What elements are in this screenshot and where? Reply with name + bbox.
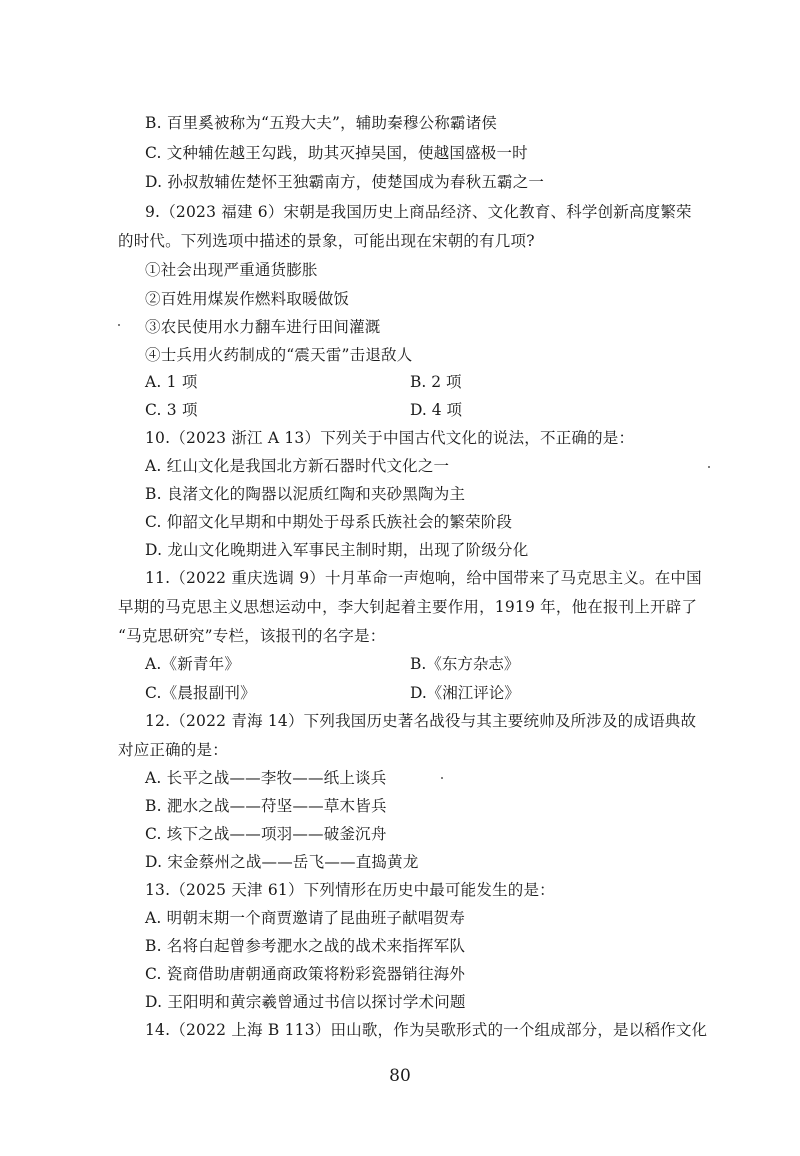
option-12c: C. 垓下之战——项羽——破釜沉舟 bbox=[145, 825, 387, 843]
option-11b: B.《东方杂志》 bbox=[410, 655, 520, 673]
question-11-line-1: 11.（2022 重庆选调 9）十月革命一声炮响，给中国带来了马克思主义。在中国 bbox=[145, 569, 702, 587]
question-9-line-2: 的时代。下列选项中描述的景象，可能出现在宋朝的有几项? bbox=[118, 232, 535, 250]
option-8d: D. 孙叔敖辅佐楚怀王独霸南方，使楚国成为春秋五霸之一 bbox=[145, 173, 545, 191]
option-12b: B. 淝水之战——苻坚——草木皆兵 bbox=[145, 797, 387, 815]
question-13-line-1: 13.（2025 天津 61）下列情形在历史中最可能发生的是： bbox=[145, 881, 555, 899]
option-10a: A. 红山文化是我国北方新石器时代文化之一 bbox=[145, 457, 450, 475]
option-12d: D. 宋金蔡州之战——岳飞——直捣黄龙 bbox=[145, 853, 419, 871]
option-9a: A. 1 项 bbox=[145, 373, 198, 391]
scan-speck bbox=[441, 777, 443, 779]
scan-speck bbox=[708, 466, 710, 468]
option-11a: A.《新青年》 bbox=[145, 655, 241, 673]
option-9c: C. 3 项 bbox=[145, 401, 198, 419]
option-13a: A. 明朝末期一个商贾邀请了昆曲班子献唱贺寿 bbox=[145, 909, 465, 927]
question-9-item-4: ④士兵用火药制成的“震天雷”击退敌人 bbox=[145, 346, 413, 364]
question-9-item-3: ③农民使用水力翻车进行田间灌溉 bbox=[145, 318, 381, 336]
option-9b: B. 2 项 bbox=[410, 373, 462, 391]
question-9-item-2: ②百姓用煤炭作燃料取暖做饭 bbox=[145, 290, 350, 308]
question-14-line-1: 14.（2022 上海 B 113）田山歌，作为吴歌形式的一个组成部分，是以稻作文化 bbox=[145, 1021, 708, 1039]
question-11-line-3: “马克思研究”专栏，该报刊的名字是： bbox=[118, 627, 386, 645]
option-10c: C. 仰韶文化早期和中期处于母系氏族社会的繁荣阶段 bbox=[145, 513, 513, 531]
page-number: 80 bbox=[389, 1066, 411, 1086]
option-13c: C. 瓷商借助唐朝通商政策将粉彩瓷器销往海外 bbox=[145, 965, 466, 983]
question-9-item-1: ①社会出现严重通货膨胀 bbox=[145, 261, 318, 279]
question-12-line-2: 对应正确的是： bbox=[118, 741, 228, 759]
option-10b: B. 良渚文化的陶器以泥质红陶和夹砂黑陶为主 bbox=[145, 485, 466, 503]
question-9-line-1: 9.（2023 福建 6）宋朝是我国历史上商品经济、文化教育、科学创新高度繁荣 bbox=[145, 203, 692, 221]
option-10d: D. 龙山文化晚期进入军事民主制时期，出现了阶级分化 bbox=[145, 541, 529, 559]
option-11d: D.《湘江评论》 bbox=[410, 684, 520, 702]
question-10-line-1: 10.（2023 浙江 A 13）下列关于中国古代文化的说法，不正确的是： bbox=[145, 429, 635, 447]
option-8b: B. 百里奚被称为“五羖大夫”，辅助秦穆公称霸诸侯 bbox=[145, 114, 498, 132]
question-11-line-2: 早期的马克思主义思想运动中，李大钊起着主要作用，1919 年，他在报刊上开辟了 bbox=[118, 598, 698, 616]
option-11c: C.《晨报副刊》 bbox=[145, 684, 256, 702]
option-13b: B. 名将白起曾参考淝水之战的战术来指挥军队 bbox=[145, 937, 466, 955]
option-9d: D. 4 项 bbox=[410, 401, 463, 419]
question-12-line-1: 12.（2022 青海 14）下列我国历史著名战役与其主要统帅及所涉及的成语典故 bbox=[145, 712, 697, 730]
option-13d: D. 王阳明和黄宗羲曾通过书信以探讨学术问题 bbox=[145, 993, 466, 1011]
option-8c: C. 文种辅佐越王勾践，助其灭掉吴国，使越国盛极一时 bbox=[145, 144, 528, 162]
option-12a: A. 长平之战——李牧——纸上谈兵 bbox=[145, 769, 387, 787]
scan-speck bbox=[118, 324, 120, 326]
